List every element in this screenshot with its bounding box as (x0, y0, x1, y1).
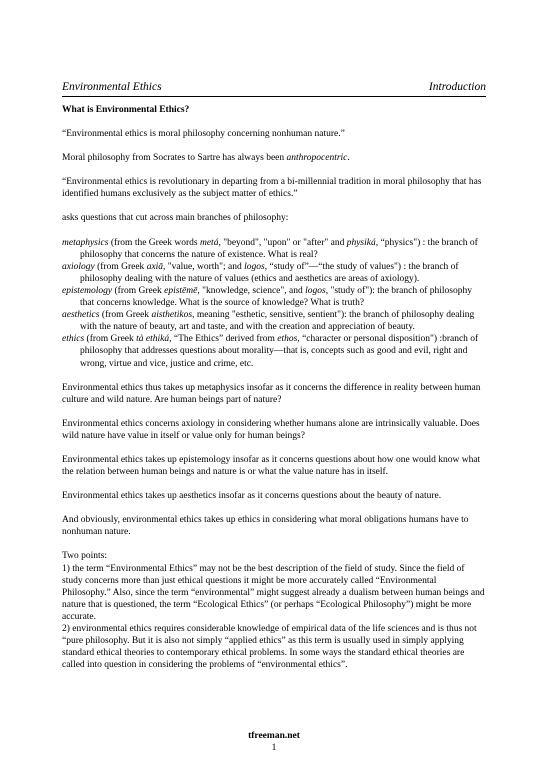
term-metaphysics: metaphysics (62, 237, 109, 248)
text-run: . (347, 153, 350, 164)
text-run: , “character or personal disposition") :branch of philosophy that addresses questions about morality—that is, concepts such as good and evil, right and wrong, virtue and vice, justice and crime, etc. (80, 334, 479, 369)
greek-word: logos (244, 261, 265, 272)
text-run: , "beyond", "upon" or "after" and (218, 237, 347, 248)
paragraph-metaphysics: Environmental ethics thus takes up metaphysics insofar as it concerns the difference in reality between human culture and wild nature. Are human beings part of nature? (62, 382, 481, 405)
header-title: Environmental Ethics (62, 81, 162, 93)
text-run: , “physics") : the branch of philosophy that concerns the nature of existence. What is real? (80, 237, 478, 260)
header-section: Introduction (428, 81, 486, 93)
paragraph-epistemology: Environmental ethics takes up epistemology insofar as it concerns questions about how one would know what the relation between human beings and nature is or what the value nature has in itself. (62, 454, 481, 478)
term-epistemology: epistemology (62, 285, 113, 296)
paragraph-quote-revolutionary: “Environmental ethics is revolutionary in departing from a bi-millennial tradition in moral philosophy that has identified humans exclusively as the subject matter of ethics.” (62, 177, 482, 200)
point-one: 1) the term “Environmental Ethics” may not be the best description of the field of study. Since the field of study concerns more than just ethical questions it might be more accurately called “Environmental Philosophy.” Also, since the term “environmental” might suggest already a dualism between human beings and nature that is questioned, the term “Ecological Ethics” (or perhaps “Ecological Philosophy”) might be more accurate. (62, 563, 485, 622)
greek-word: epistēmē (164, 285, 198, 296)
footer-site: tfreeman.net (248, 731, 300, 741)
greek-word: axiā (146, 261, 164, 272)
definition-aesthetics (62, 309, 486, 333)
greek-word: logos (305, 285, 326, 296)
greek-word: aisthetikos (151, 310, 193, 321)
paragraph-axiology: Environmental ethics concerns axiology in considering whether humans alone are intrinsically valuable. Does wild nature have value in itself or value only for human beings? (62, 418, 480, 441)
text-run: (from the Greek words (108, 237, 200, 248)
term-axiology: axiology (62, 261, 95, 272)
definition-axiology (62, 261, 486, 285)
text-run: , "knowledge, science", and (197, 285, 306, 296)
text-run: (from Greek (84, 334, 137, 345)
running-header (62, 80, 486, 97)
two-points-section (62, 550, 486, 671)
text-run: (from Greek (112, 285, 165, 296)
greek-word: physiká (346, 237, 376, 248)
text-run: , "value, worth"; and (163, 261, 245, 272)
text-run: (from Greek (94, 261, 147, 272)
paragraph-anthropocentric (62, 152, 486, 164)
definition-ethics (62, 333, 486, 369)
greek-word: tà ethiká (136, 334, 170, 345)
paragraph-quote-definition: “Environmental ethics is moral philosophy concerning nonhuman nature.” (62, 129, 345, 140)
page-footer (62, 731, 486, 754)
term-ethics: ethics (62, 334, 85, 345)
paragraph-aesthetics: Environmental ethics takes up aesthetics insofar as it concerns questions about the beauty of nature. (62, 491, 442, 502)
text-run: , “study of”—“the study of values") : the branch of philosophy dealing with the nature of values (ethics and aesthetics are areas of axiology). (80, 261, 459, 284)
paragraph-branches-intro: asks questions that cut across main branches of philosophy: (62, 213, 289, 224)
definition-list (62, 237, 486, 370)
document-body (62, 104, 486, 671)
emphasis-anthropocentric: anthropocentric (286, 153, 348, 164)
text-run: , meaning "esthetic, sensitive, sentient"): the branch of philosophy dealing with the nature of beauty, art and taste, and with the creation and appreciation of beauty. (80, 310, 475, 333)
text-run: , “The Ethics” derived from (169, 334, 278, 345)
text-run: , "study of"): the branch of philosophy that concerns knowledge. What is the source of knowledge? What is truth? (80, 285, 472, 309)
text-run: (from Greek (99, 310, 152, 321)
greek-word: ethos (277, 334, 298, 345)
definition-metaphysics (62, 237, 486, 261)
greek-word: metá (199, 237, 219, 248)
section-heading: What is Environmental Ethics? (62, 105, 190, 115)
definition-epistemology (62, 285, 486, 309)
point-two: 2) environmental ethics requires considerable knowledge of empirical data of the life sciences and is thus not “pure philosophy. But it is also not simply “applied ethics” as this term is usually used in simply applying standard ethical theories to contemporary ethical problems. In some ways the standard ethical theories are called into question in considering the problems of “environmental ethics”. (62, 624, 477, 671)
paragraph-ethics: And obviously, environmental ethics takes up ethics in considering what moral obligations humans have to nonhuman nature. (62, 515, 469, 538)
two-points-title: Two points: (62, 551, 107, 562)
page-number: 1 (271, 742, 277, 753)
text-run: Moral philosophy from Socrates to Sartre has always been (62, 153, 287, 164)
term-aesthetics: aesthetics (62, 310, 100, 321)
